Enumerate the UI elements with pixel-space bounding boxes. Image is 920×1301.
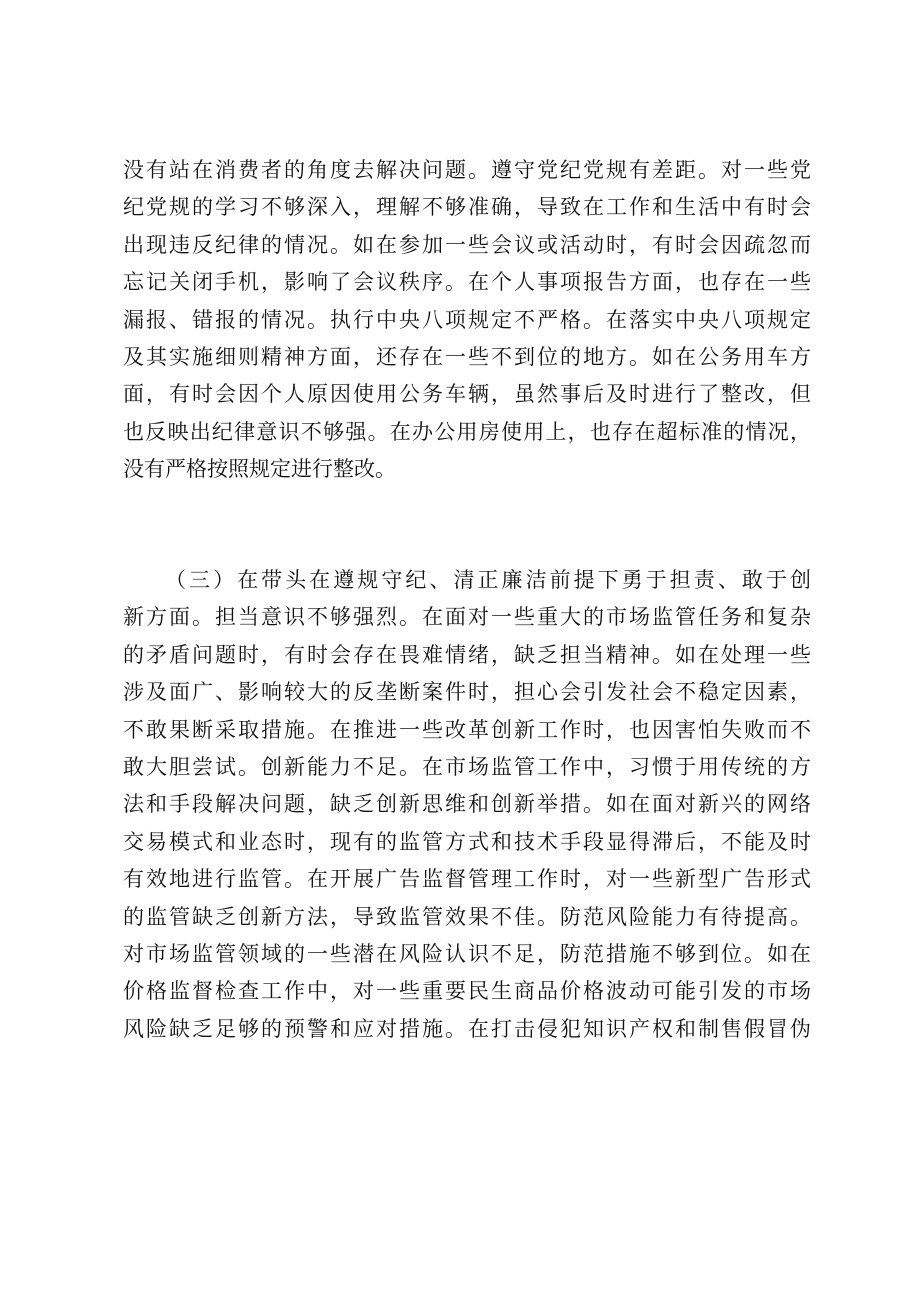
paragraph-line: 没有严格按照规定进行整改。 bbox=[123, 457, 396, 482]
paragraph-line: 及其实施细则精神方面，还存在一些不到位的地方。如在公务用车方 bbox=[123, 344, 811, 369]
paragraph-line: （三）在带头在遵规守纪、清正廉洁前提下勇于担责、敢于创 bbox=[165, 568, 811, 592]
paragraph-responsibility-innovation bbox=[123, 562, 811, 1048]
paragraph-line: 风险缺乏足够的预警和应对措施。在打击侵犯知识产权和制售假冒伪 bbox=[123, 1016, 811, 1041]
paragraph-line: 价格监督检查工作中，对一些重要民生商品价格波动可能引发的市场 bbox=[123, 979, 811, 1004]
paragraph-line: 漏报、错报的情况。执行中央八项规定不严格。在落实中央八项规定 bbox=[123, 307, 811, 332]
paragraph-line: 出现违反纪律的情况。如在参加一些会议或活动时，有时会因疏忽而 bbox=[123, 232, 811, 257]
paragraph-line: 不敢果断采取措施。在推进一些改革创新工作时，也因害怕失败而不 bbox=[123, 717, 811, 742]
paragraph-line: 对市场监管领域的一些潜在风险认识不足，防范措施不够到位。如在 bbox=[123, 941, 811, 966]
paragraph-line: 新方面。担当意识不够强烈。在面对一些重大的市场监管任务和复杂 bbox=[123, 605, 811, 630]
paragraph-line: 的矛盾问题时，有时会存在畏难情绪，缺乏担当精神。如在处理一些 bbox=[123, 642, 811, 667]
paragraph-line: 的监管缺乏创新方法，导致监管效果不佳。防范风险能力有待提高。 bbox=[123, 904, 811, 929]
paragraph-line: 面，有时会因个人原因使用公务车辆，虽然事后及时进行了整改，但 bbox=[123, 382, 811, 407]
paragraph-line: 也反映出纪律意识不够强。在办公用房使用上，也存在超标准的情况， bbox=[123, 419, 811, 444]
paragraph-discipline bbox=[123, 152, 811, 489]
paragraph-line: 法和手段解决问题，缺乏创新思维和创新举措。如在面对新兴的网络 bbox=[123, 792, 811, 817]
paragraph-line: 涉及面广、影响较大的反垄断案件时，担心会引发社会不稳定因素， bbox=[123, 680, 811, 705]
paragraph-line: 没有站在消费者的角度去解决问题。遵守党纪党规有差距。对一些党 bbox=[123, 158, 811, 182]
paragraph-line: 敢大胆尝试。创新能力不足。在市场监管工作中，习惯于用传统的方 bbox=[123, 754, 811, 779]
paragraph-line: 交易模式和业态时，现有的监管方式和技术手段显得滞后，不能及时 bbox=[123, 829, 811, 854]
paragraph-line: 纪党规的学习不够深入，理解不够准确，导致在工作和生活中有时会 bbox=[123, 195, 811, 220]
paragraph-line: 有效地进行监管。在开展广告监督管理工作时，对一些新型广告形式 bbox=[123, 867, 811, 892]
paragraph-line: 忘记关闭手机，影响了会议秩序。在个人事项报告方面，也存在一些 bbox=[123, 270, 811, 295]
